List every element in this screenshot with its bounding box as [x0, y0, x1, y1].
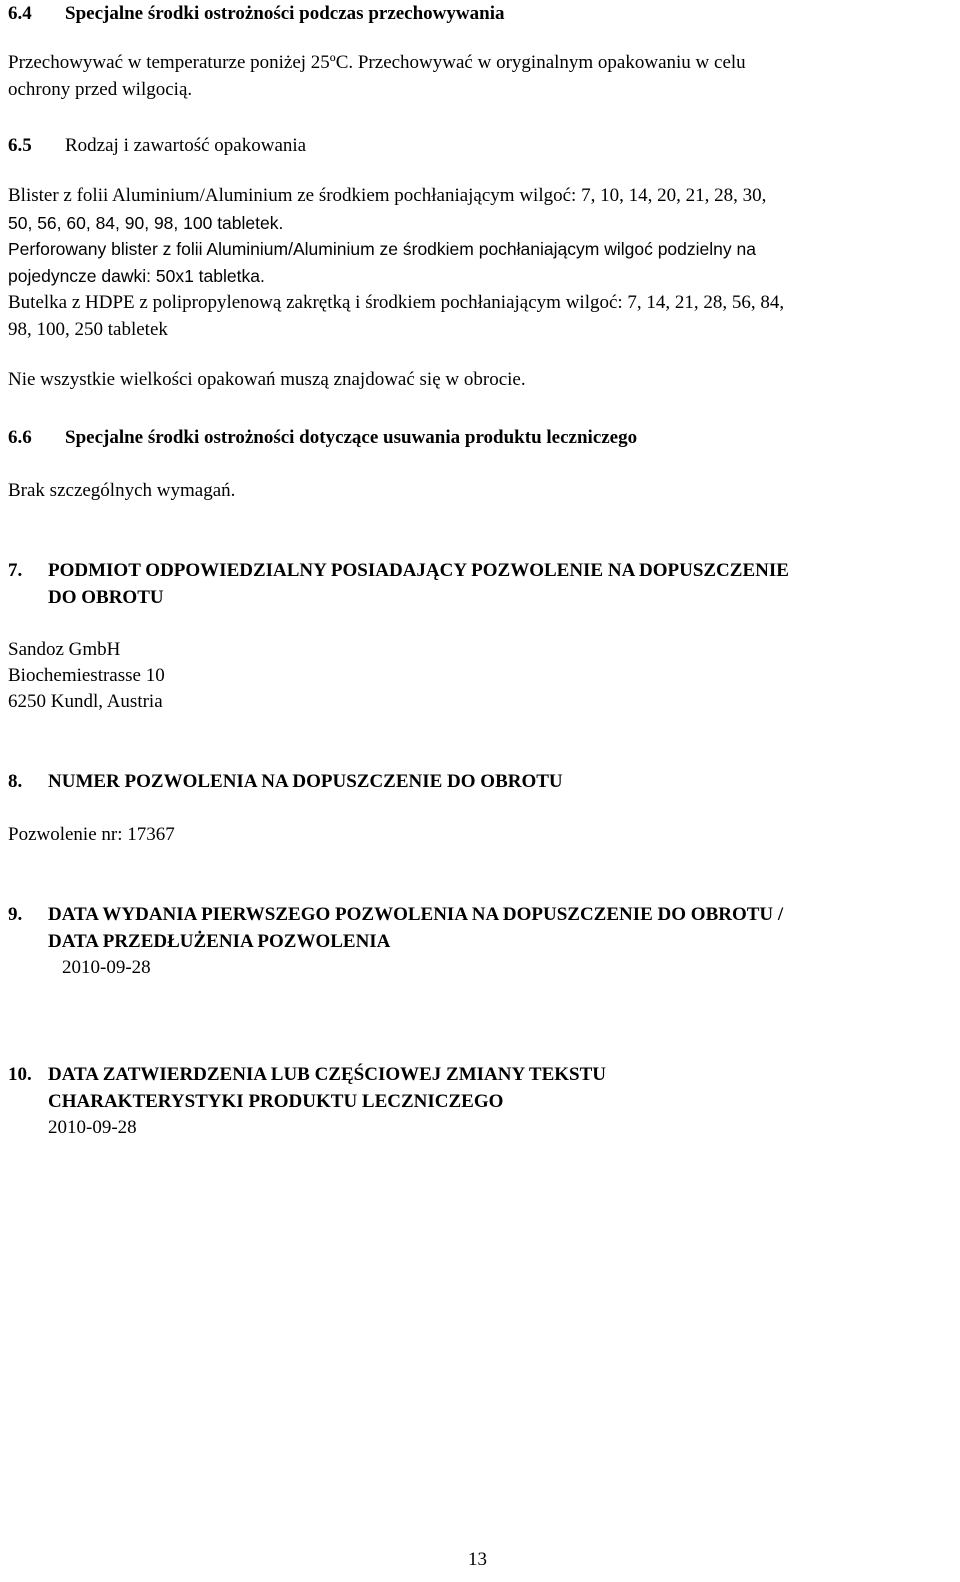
- section-9-date: 2010-09-28: [62, 957, 151, 978]
- section-6-5-text-line-1: Blister z folii Aluminium/Aluminium ze środkiem pochłaniającym wilgoć: 7, 10, 14, 20, 21, 28, 30,: [8, 185, 767, 206]
- section-9-number: 9.: [8, 904, 23, 925]
- section-6-4-number: 6.4: [8, 3, 32, 24]
- section-10-number: 10.: [8, 1064, 32, 1085]
- authorization-number: Pozwolenie nr: 17367: [8, 824, 175, 845]
- section-6-5-text-line-5: Butelka z HDPE z polipropylenową zakrętką i środkiem pochłaniającym wilgoć: 7, 14, 21, 28, 56, 84,: [8, 292, 785, 313]
- section-6-5-text-line-2: 50, 56, 60, 84, 90, 98, 100 tabletek.: [8, 213, 284, 233]
- section-10-date: 2010-09-28: [48, 1117, 137, 1138]
- section-9-title-line-1: DATA WYDANIA PIERWSZEGO POZWOLENIA NA DOPUSZCZENIE DO OBROTU /: [48, 904, 784, 925]
- section-8-title: NUMER POZWOLENIA NA DOPUSZCZENIE DO OBROTU: [48, 771, 563, 792]
- section-10-title-line-1: DATA ZATWIERDZENIA LUB CZĘŚCIOWEJ ZMIANY TEKSTU: [48, 1064, 606, 1085]
- section-6-5-text-line-6: 98, 100, 250 tabletek: [8, 319, 168, 340]
- section-7-title-line-2: DO OBROTU: [48, 587, 164, 608]
- company-name: Sandoz GmbH: [8, 639, 121, 660]
- company-street: Biochemiestrasse 10: [8, 665, 165, 686]
- section-6-4-text-line-2: ochrony przed wilgocią.: [8, 79, 193, 100]
- section-6-5-title: Rodzaj i zawartość opakowania: [65, 135, 307, 156]
- section-8-number: 8.: [8, 771, 23, 792]
- company-city: 6250 Kundl, Austria: [8, 691, 163, 712]
- section-10-title-line-2: CHARAKTERYSTYKI PRODUKTU LECZNICZEGO: [48, 1091, 504, 1112]
- section-6-5-text-line-4: pojedyncze dawki: 50x1 tabletka.: [8, 266, 265, 286]
- section-6-5-text-line-3: Perforowany blister z folii Aluminium/Aluminium ze środkiem pochłaniającym wilgoć podzielny na: [8, 239, 756, 259]
- section-6-5-number: 6.5: [8, 135, 32, 156]
- section-6-6-text-line-1: Brak szczególnych wymagań.: [8, 480, 236, 501]
- section-6-4-text-line-1: Przechowywać w temperaturze poniżej 25ºC. Przechowywać w oryginalnym opakowaniu w celu: [8, 52, 746, 73]
- section-7-title-line-1: PODMIOT ODPOWIEDZIALNY POSIADAJĄCY POZWOLENIE NA DOPUSZCZENIE: [48, 560, 789, 581]
- section-6-5-text-line-7: Nie wszystkie wielkości opakowań muszą znajdować się w obrocie.: [8, 369, 526, 390]
- section-6-6-title: Specjalne środki ostrożności dotyczące usuwania produktu leczniczego: [65, 427, 638, 448]
- section-6-4-title: Specjalne środki ostrożności podczas przechowywania: [65, 3, 505, 24]
- page-number: 13: [468, 1549, 487, 1570]
- section-9-title-line-2: DATA PRZEDŁUŻENIA POZWOLENIA: [48, 931, 391, 952]
- section-6-6-number: 6.6: [8, 427, 32, 448]
- section-7-number: 7.: [8, 560, 23, 581]
